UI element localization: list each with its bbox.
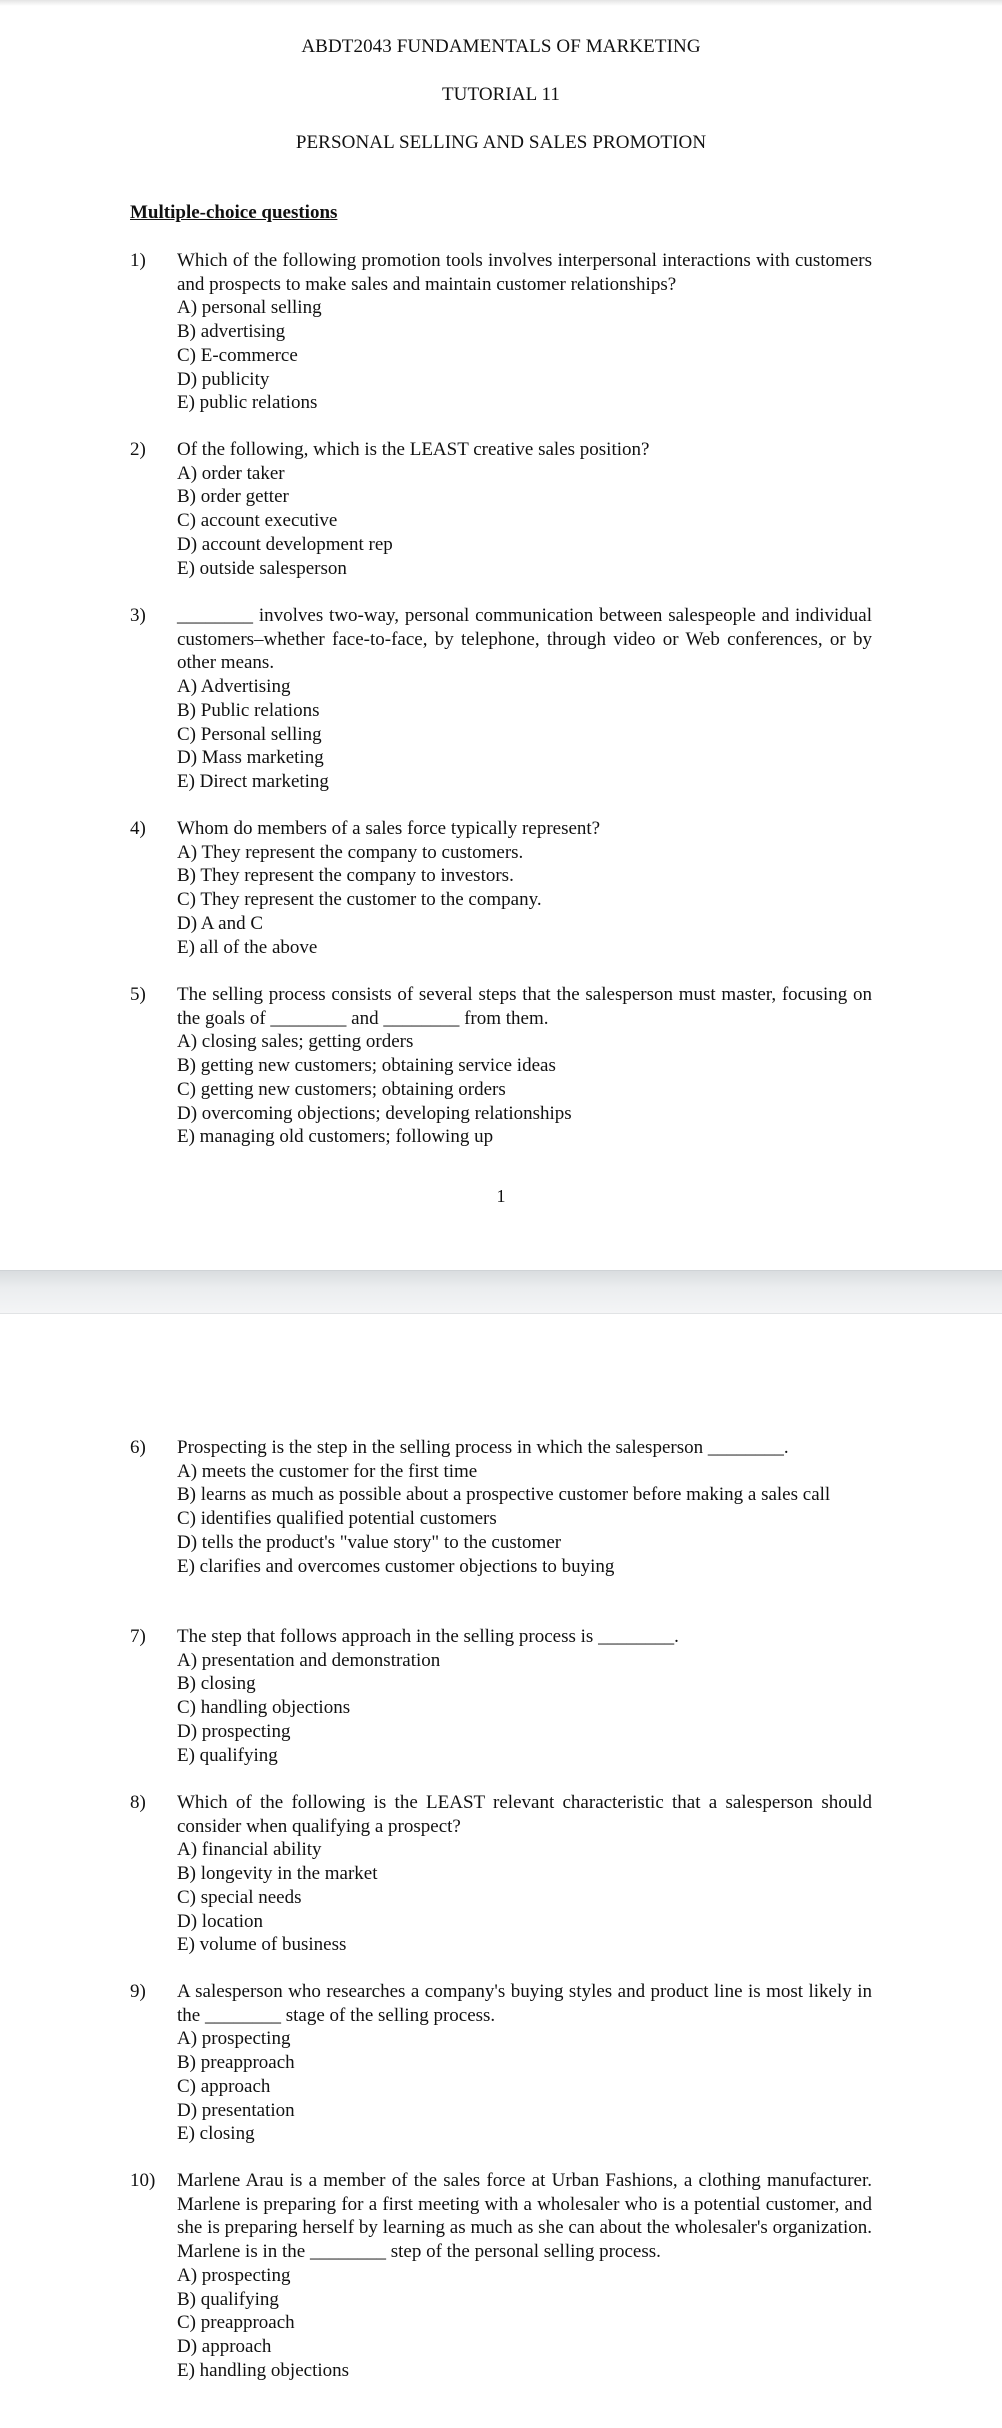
question-3	[130, 604, 872, 794]
question-number: 1)	[130, 250, 146, 271]
question-number: 8)	[130, 1792, 146, 1813]
question-text: Marlene Arau is a member of the sales force at Urban Fashions, a clothing manufacturer. Marlene is preparing for a first meeting with a wholesaler who is a potential customer, and she is preparing herself by learning as much as she can about the wholesaler's organization. Marlene is in the ________ step of the personal selling process.	[177, 2170, 872, 2263]
option-a: A) prospecting	[177, 2264, 291, 2286]
option-e: E) outside salesperson	[177, 557, 347, 579]
topic-title: PERSONAL SELLING AND SALES PROMOTION	[295, 132, 707, 153]
option-b: B) Public relations	[177, 699, 320, 721]
option-d: D) account development rep	[177, 533, 393, 555]
question-9	[130, 1980, 872, 2146]
question-6	[130, 1436, 872, 1578]
question-number: 2)	[130, 439, 146, 460]
question-number: 3)	[130, 605, 146, 626]
question-2	[130, 438, 872, 580]
option-a: A) closing sales; getting orders	[177, 1031, 414, 1053]
option-c: C) They represent the customer to the company.	[177, 889, 542, 911]
option-e: E) public relations	[177, 392, 318, 414]
question-text: ________ involves two-way, personal communication between salespeople and individual customers–whether face-to-face, by telephone, through video or Web conferences, or by other means.	[177, 605, 872, 674]
question-text: Of the following, which is the LEAST creative sales position?	[177, 439, 650, 460]
question-1	[130, 249, 872, 415]
option-e: E) clarifies and overcomes customer objections to buying	[177, 1555, 615, 1577]
option-d: D) location	[177, 1910, 264, 1932]
question-text: Which of the following promotion tools involves interpersonal interactions with customers and prospects to make sales and maintain customer relationships?	[177, 250, 872, 295]
question-number: 10)	[130, 2170, 156, 2191]
question-number: 6)	[130, 1437, 146, 1458]
question-10	[130, 2169, 872, 2382]
option-d: D) A and C	[177, 912, 264, 934]
question-number: 9)	[130, 1981, 146, 2002]
question-8	[130, 1791, 872, 1957]
option-b: B) closing	[177, 1673, 256, 1695]
option-c: C) approach	[177, 2075, 271, 2097]
question-text: The step that follows approach in the selling process is ________.	[177, 1626, 679, 1647]
question-text: Whom do members of a sales force typically represent?	[177, 818, 601, 839]
option-e: E) handling objections	[177, 2359, 350, 2381]
option-b: B) advertising	[177, 321, 286, 343]
option-e: E) Direct marketing	[177, 770, 329, 792]
option-b: B) They represent the company to investors.	[177, 865, 514, 887]
question-text: Which of the following is the LEAST relevant characteristic that a salesperson should consider when qualifying a prospect?	[177, 1792, 872, 1837]
question-text: The selling process consists of several steps that the salesperson must master, focusing on the goals of ________ and ________ from them.	[177, 984, 872, 1029]
question-number: 4)	[130, 818, 146, 839]
option-b: B) learns as much as possible about a prospective customer before making a sales call	[177, 1484, 831, 1506]
option-c: C) getting new customers; obtaining orders	[177, 1078, 506, 1100]
page-top-edge	[0, 0, 1002, 6]
option-a: A) Advertising	[177, 676, 291, 698]
option-d: D) tells the product's "value story" to the customer	[177, 1531, 562, 1553]
option-a: A) prospecting	[177, 2028, 291, 2050]
option-b: B) qualifying	[177, 2288, 279, 2310]
option-a: A) financial ability	[177, 1839, 322, 1861]
option-c: C) identifies qualified potential customers	[177, 1508, 497, 1530]
option-b: B) getting new customers; obtaining service ideas	[177, 1055, 556, 1077]
tutorial-title: TUTORIAL 11	[441, 84, 561, 105]
option-e: E) volume of business	[177, 1934, 347, 1956]
course-title: ABDT2043 FUNDAMENTALS OF MARKETING	[301, 36, 701, 57]
option-d: D) Mass marketing	[177, 747, 324, 769]
option-d: D) presentation	[177, 2099, 295, 2121]
option-c: C) Personal selling	[177, 723, 322, 745]
question-number: 7)	[130, 1626, 146, 1647]
option-e: E) all of the above	[177, 936, 318, 958]
option-c: C) special needs	[177, 1886, 302, 1908]
question-5	[130, 983, 872, 1149]
question-4	[130, 817, 872, 959]
option-a: A) meets the customer for the first time	[177, 1460, 478, 1482]
option-c: C) handling objections	[177, 1697, 351, 1719]
option-b: B) order getter	[177, 486, 289, 508]
option-c: C) E-commerce	[177, 344, 298, 366]
option-b: B) longevity in the market	[177, 1863, 378, 1885]
option-a: A) order taker	[177, 462, 285, 484]
option-d: D) prospecting	[177, 1720, 291, 1742]
question-text: Prospecting is the step in the selling process in which the salesperson ________.	[177, 1437, 789, 1458]
section-title: Multiple-choice questions	[130, 202, 338, 223]
option-e: E) qualifying	[177, 1744, 278, 1766]
question-number: 5)	[130, 984, 146, 1005]
option-a: A) personal selling	[177, 297, 322, 319]
option-c: C) account executive	[177, 510, 338, 532]
question-text: A salesperson who researches a company's buying styles and product line is most likely in the ________ stage of the selling process.	[177, 1981, 872, 2026]
option-a: A) They represent the company to customers.	[177, 841, 524, 863]
option-c: C) preapproach	[177, 2312, 295, 2334]
option-d: D) publicity	[177, 368, 270, 390]
option-e: E) closing	[177, 2123, 255, 2145]
page-break	[0, 1270, 1002, 1314]
option-e: E) managing old customers; following up	[177, 1126, 494, 1148]
option-a: A) presentation and demonstration	[177, 1649, 441, 1671]
option-d: D) approach	[177, 2335, 272, 2357]
page-number: 1	[496, 1186, 506, 1206]
option-d: D) overcoming objections; developing relationships	[177, 1102, 572, 1124]
option-b: B) preapproach	[177, 2052, 295, 2074]
question-7	[130, 1625, 872, 1767]
